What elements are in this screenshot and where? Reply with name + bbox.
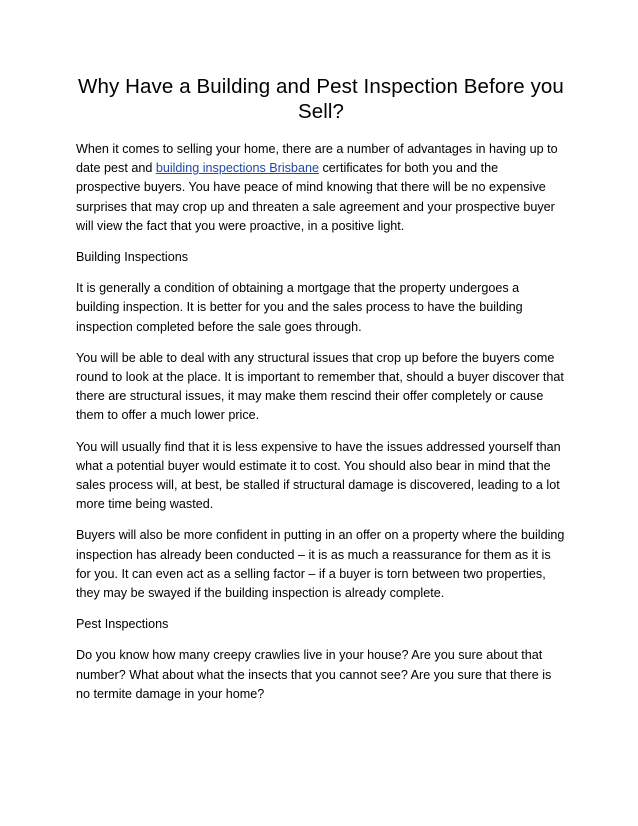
pest-paragraph-1: Do you know how many creepy crawlies live in your house? Are you sure about that number? What about what the insects that you cannot see? Are you sure that there is no termite damage in your home? [76,648,552,701]
building-inspections-link[interactable]: building inspections Brisbane [155,161,319,176]
building-paragraph-2: You will be able to deal with any structural issues that crop up before the buyers come round to look at the place. It is important to remember that, should a buyer discover that there are structural issues, it may make them rescind their offer completely or cause them to offer a much lower price. [76,350,564,423]
intro-paragraph [76,140,566,236]
intro-text-after-link: certificates for both you and the prospective buyers. You have peace of mind knowing that there will be no expensive surprises that may crop up and threaten a sale agreement and your prospective buyer will view the fact that you were proactive, in a positive light. [76,161,555,233]
building-paragraph-3: You will usually find that it is less expensive to have the issues addressed yourself than what a potential buyer would estimate it to cost. You should also bear in mind that the sales process will, at best, be stalled if structural damage is discovered, leading to a lot more time being wasted. [76,439,561,512]
page-title: Why Have a Building and Pest Inspection Before you Sell? [78,75,564,123]
pest-inspections-heading: Pest Inspections [76,617,169,632]
building-paragraph-4: Buyers will also be more confident in putting in an offer on a property where the building inspection has already been conducted – it is as much a reassurance for them as it is for you. It can even act as a selling factor – if a buyer is torn between two properties, they may be swayed if the building inspection is already complete. [76,528,565,601]
intro-text-before-link: When it comes to selling your home, there are a number of advantages in having up to date pest and [76,142,558,176]
building-inspections-heading: Building Inspections [76,250,189,265]
building-paragraph-1: It is generally a condition of obtaining a mortgage that the property undergoes a building inspection. It is better for you and the sales process to have the building inspection completed before the sale goes through. [76,281,523,334]
